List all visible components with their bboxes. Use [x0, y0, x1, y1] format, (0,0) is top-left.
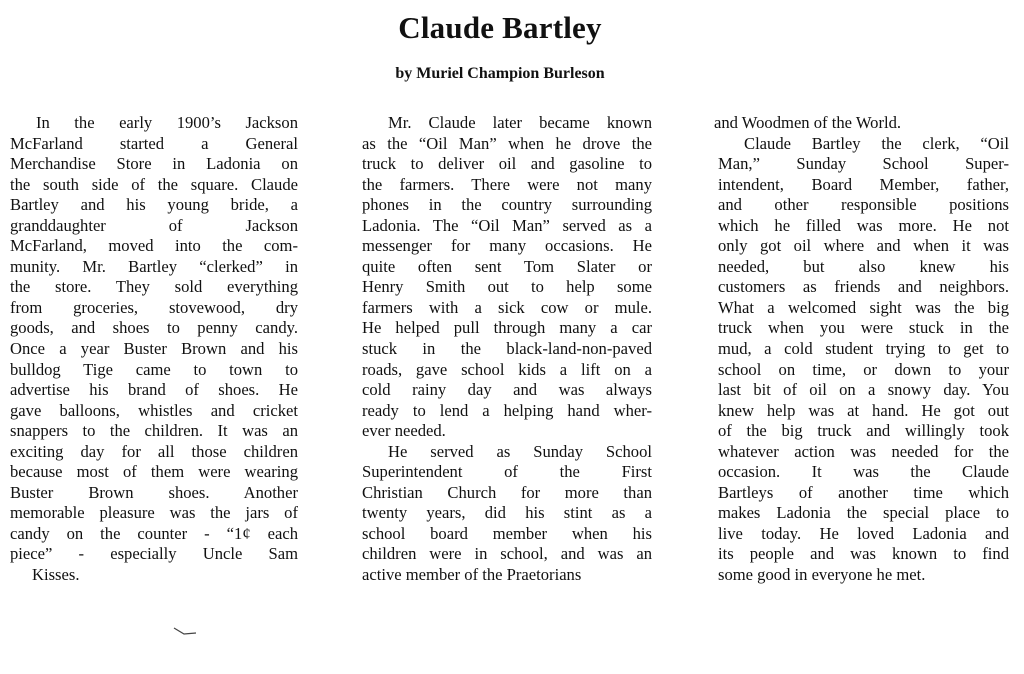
text-column-1 [10, 113, 298, 586]
text-line: truck to deliver oil and gasoline to [362, 154, 652, 174]
text-line: which he filled was more. He not [718, 215, 1009, 235]
text-line: of the big truck and willingly took [718, 421, 1009, 441]
text-line: He served as Sunday School [388, 441, 652, 461]
text-column-3 [714, 113, 1009, 586]
stray-print-mark [172, 626, 198, 638]
text-line: phones in the country surrounding [362, 195, 652, 215]
text-line: intendent, Board Member, father, [718, 174, 1009, 194]
text-line: its people and was known to find [718, 544, 1009, 564]
text-line: bulldog Tige came to town to [10, 359, 298, 379]
text-line: and other responsible positions [718, 195, 1009, 215]
text-line: granddaughter of Jackson [10, 215, 298, 235]
text-line: farmers with a sick cow or mule. [362, 297, 652, 317]
text-line: goods, and shoes to penny candy. [10, 318, 298, 338]
text-line: as the “Oil Man” when he drove the [362, 133, 652, 153]
text-line: McFarland started a General [10, 133, 298, 153]
text-line: and Woodmen of the World. [714, 113, 902, 132]
text-line: munity. Mr. Bartley “clerked” in [10, 256, 298, 276]
text-line: What a welcomed sight was the big [718, 297, 1009, 317]
text-line: occasion. It was the Claude [718, 462, 1009, 482]
text-line: ever needed. [362, 421, 446, 441]
text-line: Bartleys of another time which [718, 482, 1009, 502]
text-line: last bit of oil on a snowy day. You [718, 380, 1009, 400]
text-line: twenty years, did his stint as a [362, 503, 652, 523]
text-line: Bartley and his young bride, a [10, 195, 298, 215]
text-line: stuck in the black-land-non-paved [362, 339, 652, 359]
text-line: whatever action was needed for the [718, 441, 1009, 461]
text-line: memorable pleasure was the jars of [10, 503, 298, 523]
article-byline: by Muriel Champion Burleson [395, 65, 605, 82]
text-line: Superintendent of the First [362, 462, 652, 482]
text-line: makes Ladonia the special place to [718, 503, 1009, 523]
text-line: Henry Smith out to help some [362, 277, 652, 297]
text-line: quite often sent Tom Slater or [362, 256, 652, 276]
article-title: Claude Bartley [398, 10, 602, 45]
text-line: Christian Church for more than [362, 482, 652, 502]
text-line: He helped pull through many a car [362, 318, 652, 338]
text-line: Once a year Buster Brown and his [10, 339, 298, 359]
text-line: the store. They sold everything [10, 277, 298, 297]
text-line: Mr. Claude later became known [388, 113, 652, 132]
text-line: candy on the counter - “1¢ each [10, 523, 298, 543]
text-line: snappers to the children. It was an [10, 421, 298, 441]
text-line: messenger for many occasions. He [362, 236, 652, 256]
text-line: Man,” Sunday School Super- [718, 154, 1009, 174]
text-line: children were in school, and was an [362, 544, 652, 564]
text-line: Merchandise Store in Ladonia on [10, 154, 298, 174]
text-line: ready to lend a helping hand wher- [362, 400, 652, 420]
text-line: piece” - especially Uncle Sam [10, 544, 298, 564]
text-line: knew help was at hand. He got out [718, 400, 1009, 420]
text-line: school on time, or down to your [718, 359, 1009, 379]
text-line: mud, a cold student trying to get to [718, 339, 1009, 359]
text-line: live today. He loved Ladonia and [718, 523, 1009, 543]
text-line: Kisses. [32, 565, 80, 585]
text-line: some good in everyone he met. [718, 565, 926, 585]
text-line: the south side of the square. Claude [10, 174, 298, 194]
text-line: needed, but also knew his [718, 256, 1009, 276]
text-line: from groceries, stovewood, dry [10, 297, 298, 317]
text-line: advertise his brand of shoes. He [10, 380, 298, 400]
text-column-2 [362, 113, 652, 586]
text-line: Ladonia. The “Oil Man” served as a [362, 215, 652, 235]
text-line: the farmers. There were not many [362, 174, 652, 194]
text-line: only got oil where and when it was [718, 236, 1009, 256]
text-line: school board member when his [362, 523, 652, 543]
text-line: McFarland, moved into the com- [10, 236, 298, 256]
text-line: customers as friends and neighbors. [718, 277, 1009, 297]
text-line: exciting day for all those children [10, 441, 298, 461]
text-line: active member of the Praetorians [362, 565, 582, 585]
text-line: Claude Bartley the clerk, “Oil [744, 133, 1009, 153]
text-line: roads, gave school kids a lift on a [362, 359, 652, 379]
text-line: Buster Brown shoes. Another [10, 482, 298, 502]
text-line: gave balloons, whistles and cricket [10, 400, 298, 420]
text-line: In the early 1900’s Jackson [36, 113, 298, 132]
text-line: truck when you were stuck in the [718, 318, 1009, 338]
text-line: because most of them were wearing [10, 462, 298, 482]
text-line: cold rainy day and was always [362, 380, 652, 400]
